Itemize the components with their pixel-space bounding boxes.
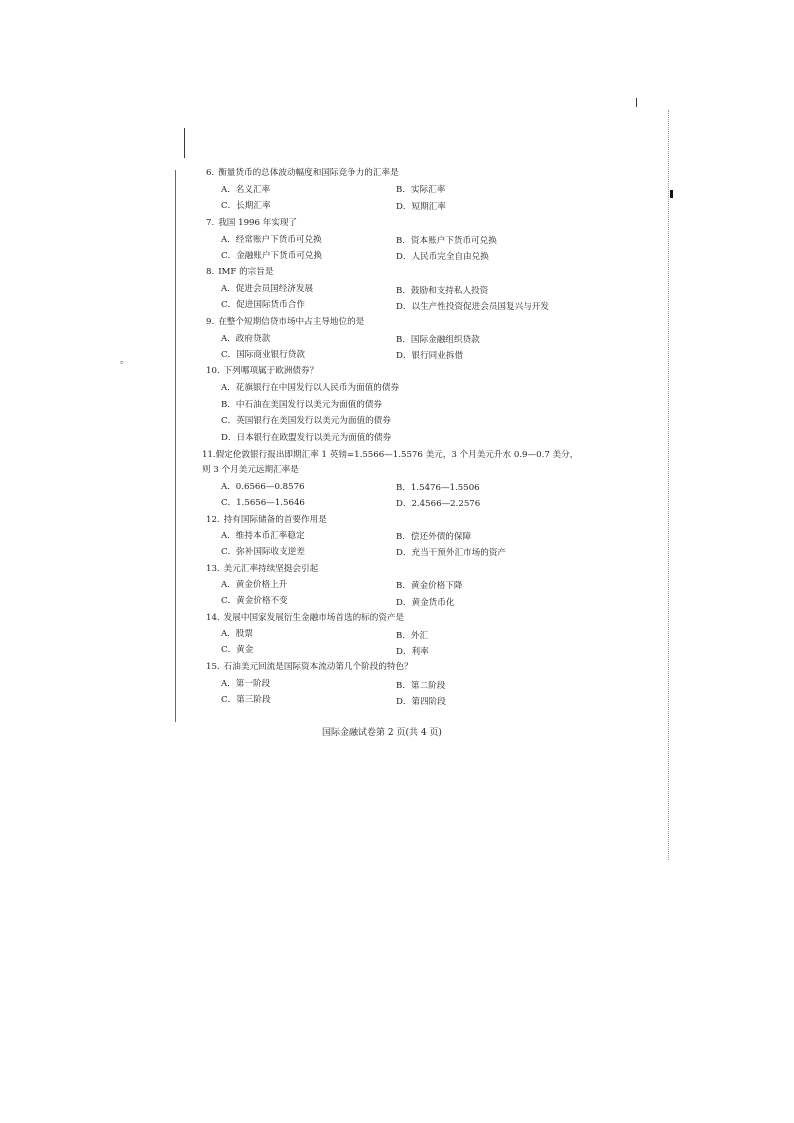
q7-option-b: B．资本账户下货币可兑换: [396, 236, 497, 246]
q8-option-b: B．鼓励和支持私人投资: [396, 286, 489, 296]
q15-option-b: B．第二阶段: [396, 681, 446, 691]
q11-option-a: A．0.6566—0.8576: [221, 482, 305, 492]
q14-option-c: C．黄金: [221, 645, 254, 655]
q9-option-c: C．国际商业银行贷款: [221, 350, 305, 360]
question-9: 9. 在整个短期信贷市场中占主导地位的是: [206, 317, 365, 327]
right-edge-dots: [668, 110, 669, 860]
question-10: 10. 下列哪项属于欧洲债券？: [206, 366, 319, 376]
q6-option-c: C．长期汇率: [221, 201, 271, 211]
stray-mark: 。: [120, 355, 130, 366]
q8-option-d: D．以生产性投资促进会员国复兴与开发: [396, 302, 549, 312]
page-footer: 国际金融试卷第 2 页(共 4 页): [322, 728, 442, 738]
q12-option-c: C．弥补国际收支逆差: [221, 547, 305, 557]
q7-option-c: C．金融账户下货币可兑换: [221, 251, 323, 261]
question-7: 7. 我国 1996 年实现了: [206, 218, 298, 228]
q6-option-d: D．短期汇率: [396, 202, 446, 212]
q10-option-d: D．日本银行在欧盟发行以美元为面值的债券: [221, 433, 392, 443]
q12-option-b: B．偿还外债的保障: [396, 532, 472, 542]
q6-option-b: B．实际汇率: [396, 185, 446, 195]
q12-option-d: D．充当干预外汇市场的资产: [396, 548, 507, 558]
question-6: 6. 衡量货币的总体波动幅度和国际竞争力的汇率是: [206, 168, 399, 178]
question-11: 11.假定伦敦银行报出即期汇率 1 英镑=1.5566—1.5576 美元，3 个月美元升水 0.9—0.7 美分，: [202, 450, 579, 460]
q8-option-c: C．促进国际货币合作: [221, 300, 305, 310]
q14-option-b: B．外汇: [396, 631, 429, 641]
question-12: 12. 持有国际储备的首要作用是: [206, 515, 327, 525]
q13-option-a: A．黄金价格上升: [221, 580, 288, 590]
question-15: 15. 石油美元回流是国际资本流动第几个阶段的特色？: [206, 662, 413, 672]
q8-option-a: A．促进会员国经济发展: [221, 284, 314, 294]
q15-option-d: D．第四阶段: [396, 697, 446, 707]
q15-option-a: A．第一阶段: [221, 679, 271, 689]
q15-option-c: C．第三阶段: [221, 695, 271, 705]
question-13: 13. 美元汇率持续坚挺会引起: [206, 564, 319, 574]
q9-option-b: B．国际金融组织贷款: [396, 335, 480, 345]
q9-option-a: A．政府贷款: [221, 334, 271, 344]
q13-option-b: B．黄金价格下降: [396, 581, 463, 591]
q11-option-d: D．2.4566—2.2576: [396, 499, 481, 509]
top-right-tick: [636, 98, 637, 107]
q12-option-a: A．维持本币汇率稳定: [221, 531, 305, 541]
q6-option-a: A．名义汇率: [221, 185, 271, 195]
question-8: 8. IMF 的宗旨是: [206, 267, 274, 277]
question-11-continuation: 则 3 个月美元远期汇率是: [202, 465, 299, 475]
left-border-line: [175, 170, 176, 722]
q14-option-a: A．股票: [221, 629, 253, 639]
q14-option-d: D．利率: [396, 647, 429, 657]
q13-option-c: C．黄金价格不变: [221, 596, 288, 606]
q9-option-d: D．银行同业拆借: [396, 351, 464, 361]
q11-option-c: C．1.5656—1.5646: [221, 498, 305, 508]
right-edge-mark: [670, 190, 673, 198]
q13-option-d: D．黄金货币化: [396, 598, 455, 608]
question-14: 14. 发展中国家发展衍生金融市场首选的标的资产是: [206, 613, 405, 623]
q7-option-a: A．经常账户下货币可兑换: [221, 235, 322, 245]
q10-option-a: A．花旗银行在中国发行以人民币为面值的债券: [221, 383, 400, 393]
q10-option-b: B．中石油在美国发行以美元为面值的债券: [221, 400, 383, 410]
q11-option-b: B．1.5476—1.5506: [396, 483, 480, 493]
left-margin-line: [184, 128, 185, 158]
q10-option-c: C．英国银行在美国发行以美元为面值的债券: [221, 416, 391, 426]
q7-option-d: D．人民币完全自由兑换: [396, 252, 489, 262]
